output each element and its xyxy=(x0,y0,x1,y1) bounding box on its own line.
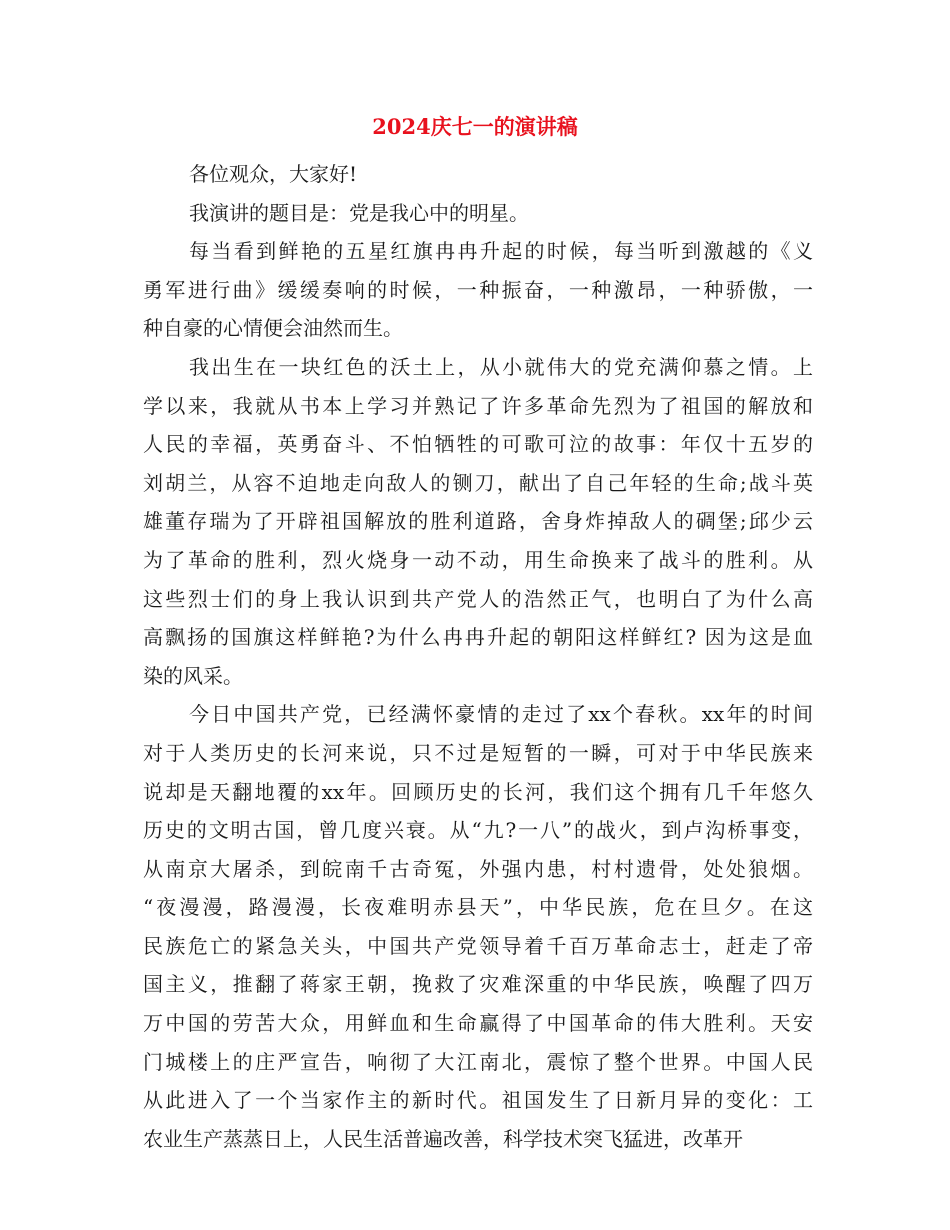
body-line: 历史的文明古国，曾几度兴衰。从“九?一八”的战火，到卢沟桥事变， xyxy=(143,818,813,843)
body-line: 种自豪的心情便会油然而生。 xyxy=(143,316,403,341)
document-title: 2024庆七一的演讲稿 xyxy=(372,114,578,139)
body-line: 国主义，推翻了蒋家王朝，挽救了灾难深重的中华民族，唤醒了四万 xyxy=(143,972,813,997)
body-line: 今日中国共产党，已经满怀豪情的走过了xx个春秋。xx年的时间 xyxy=(189,702,813,727)
body-line: 从此进入了一个当家作主的新时代。祖国发生了日新月异的变化：工 xyxy=(143,1088,813,1113)
body-line: 为了革命的胜利，烈火烧身一动不动，用生命换来了战斗的胜利。从 xyxy=(143,547,813,572)
body-line: 学以来，我就从书本上学习并熟记了许多革命先烈为了祖国的解放和 xyxy=(143,393,813,418)
body-line: 各位观众，大家好! xyxy=(189,162,358,186)
body-line: 雄董存瑞为了开辟祖国解放的胜利道路，舍身炸掉敌人的碉堡;邱少云 xyxy=(143,509,813,534)
speech-body xyxy=(143,155,813,1158)
body-line: 门城楼上的庄严宣告，响彻了大江南北，震惊了整个世界。中国人民 xyxy=(143,1049,813,1074)
body-line: 我出生在一块红色的沃土上，从小就伟大的党充满仰慕之情。上 xyxy=(189,354,813,379)
body-line: 勇军进行曲》缓缓奏响的时候，一种振奋，一种激昂，一种骄傲，一 xyxy=(143,277,813,302)
body-line: 对于人类历史的长河来说，只不过是短暂的一瞬，可对于中华民族来 xyxy=(143,740,813,765)
body-line: “夜漫漫，路漫漫，长夜难明赤县天”，中华民族，危在旦夕。在这 xyxy=(143,895,813,920)
body-line: 刘胡兰，从容不迫地走向敌人的铡刀，献出了自己年轻的生命;战斗英 xyxy=(143,470,813,495)
body-line: 这些烈士们的身上我认识到共产党人的浩然正气，也明白了为什么高 xyxy=(143,586,813,611)
body-line: 农业生产蒸蒸日上，人民生活普遍改善，科学技术突飞猛进，改革开 xyxy=(143,1126,743,1151)
body-line: 万中国的劳苦大众，用鲜血和生命赢得了中国革命的伟大胜利。天安 xyxy=(143,1011,813,1036)
body-line: 每当看到鲜艳的五星红旗冉冉升起的时候，每当听到激越的《义 xyxy=(189,239,813,264)
body-line: 人民的幸福，英勇奋斗、不怕牺牲的可歌可泣的故事：年仅十五岁的 xyxy=(143,432,813,457)
body-line: 民族危亡的紧急关头，中国共产党领导着千百万革命志士，赶走了帝 xyxy=(143,933,813,958)
body-line: 高飘扬的国旗这样鲜艳?为什么冉冉升起的朝阳这样鲜红? 因为这是血 xyxy=(143,625,813,650)
body-line: 染的风采。 xyxy=(143,663,243,688)
body-line: 从南京大屠杀，到皖南千古奇冤，外强内患，村村遗骨，处处狼烟。 xyxy=(143,856,813,881)
body-line: 说却是天翻地覆的xx年。回顾历史的长河，我们这个拥有几千年悠久 xyxy=(143,779,813,804)
body-line: 我演讲的题目是：党是我心中的明星。 xyxy=(189,200,529,225)
